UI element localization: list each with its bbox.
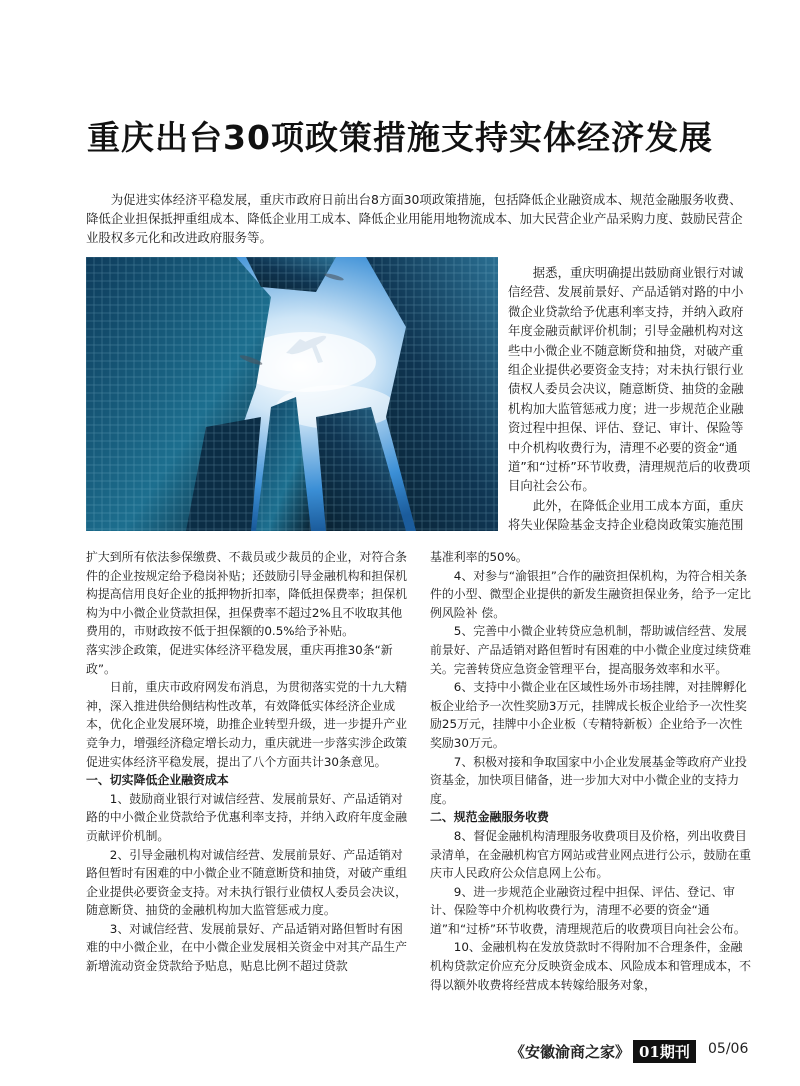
side-paragraph-1: 据悉，重庆明确提出鼓励商业银行对诚信经营、发展前景好、产品适销对路的中小微企业贷款给予优惠利率支持，并纳入政府年度金融贡献评价机制；引导金融机构对这些中小微企业不随意断贷和抽贷，对破产重组企业提供必要资金支持；对未执行银行业债权人委员会决议，随意断贷、抽贷的金融机构加大监管惩戒力度；进一步规范企业融资过程中担保、评估、登记、审计、保险等中介机构收费行为，清理不必要的资金“通道”和“过桥”环节收费，清理规范后的收费项目向社会公布。 <box>508 265 751 494</box>
page-footer <box>0 1030 800 1086</box>
section-heading: 二、规范金融服务收费 <box>430 810 549 825</box>
paragraph: 7、积极对接和争取国家中小企业发展基金等政府产业投资基金，加快项目储备，进一步加大对中小微企业的支持力度。 <box>430 754 747 806</box>
paragraph: 10、金融机构在发放贷款时不得附加不合理条件，金融机构贷款定价应充分反映资金成本、风险成本和管理成本，不得以额外收费将经营成本转嫁给服务对象， <box>430 940 752 992</box>
intro-text: 为促进实体经济平稳发展，重庆市政府日前出台8方面30项政策措施，包括降低企业融资成本、规范金融服务收费、降低企业担保抵押重组成本、降低企业用工成本、降低企业用能用地物流成本、加大民营企业产品采购力度、鼓励民营企业股权多元化和改进政府服务等。 <box>86 192 743 245</box>
left-column <box>86 548 408 976</box>
intro-paragraph <box>86 190 750 247</box>
paragraph: 基准利率的50%。 <box>430 550 528 564</box>
page-number: 05/06 <box>708 1041 749 1057</box>
paragraph: 5、完善中小微企业转贷应急机制，帮助诚信经营、发展前景好、产品适销对路但暂时有困难的中小微企业度过续贷难关。完善转贷应急资金管理平台，提高服务效率和水平。 <box>430 624 752 676</box>
paragraph: 4、对参与“渝银担”合作的融资担保机构，为符合相关条件的小型、微型企业提供的新发生融资担保业务，给予一定比例风险补 偿。 <box>430 568 752 620</box>
side-paragraph-2: 此外，在降低企业用工成本方面，重庆将失业保险基金支持企业稳岗政策实施范围 <box>508 497 744 533</box>
paragraph: 落实涉企政策，促进实体经济平稳发展，重庆再推30条“新政”。 <box>86 642 393 676</box>
paragraph: 8、督促金融机构清理服务收费项目及价格，列出收费目录清单，在金融机构官方网站或营业网点进行公示，鼓励在重庆市人民政府公众信息网上公布。 <box>430 828 752 881</box>
paragraph: 9、进一步规范企业融资过程中担保、评估、登记、审计、保险等中介机构收费行为，清理不必要的资金“通道”和“过桥”环节收费，清理规范后的收费项目向社会公布。 <box>430 884 746 936</box>
paragraph: 扩大到所有依法参保缴费、不裁员或少裁员的企业，对符合条件的企业按规定给予稳岗补贴；还鼓励引导金融机构和担保机构提高信用良好企业的抵押物折扣率，降低担保费率；担保机构为中小微企业贷款担保，担保费率不超过2%且不收取其他费用的，市财政按不低于担保额的0.5%给予补贴。 <box>86 550 408 639</box>
section-heading: 一、切实降低企业融资成本 <box>86 773 229 788</box>
paragraph: 1、鼓励商业银行对诚信经营、发展前景好、产品适销对路的中小微企业贷款给予优惠利率支持，并纳入政府年度金融贡献评价机制。 <box>86 791 408 843</box>
issue-badge: 01期刊 <box>633 1040 696 1063</box>
paragraph: 日前，重庆市政府网发布消息，为贯彻落实党的十九大精神，深入推进供给侧结构性改革，有效降低实体经济企业成本，优化企业发展环境，助推企业转型升级，进一步提升产业竞争力，增强经济稳定增长动力，重庆就进一步落实涉企政策促进实体经济平稳发展，提出了八个方面共计30条意见。 <box>86 680 408 769</box>
skyscraper-photo <box>86 257 498 531</box>
right-column <box>430 548 752 994</box>
paragraph: 3、对诚信经营、发展前景好、产品适销对路但暂时有困难的中小微企业，在中小微企业发展相关资金中对其产品生产新增流动资金贷款给予贴息，贴息比例不超过贷款 <box>86 921 408 974</box>
article-title: 重庆出台30项政策措施支持实体经济发展 <box>87 118 713 157</box>
paragraph: 2、引导金融机构对诚信经营、发展前景好、产品适销对路但暂时有困难的中小微企业不随意断贷和抽贷，对破产重组企业提供必要资金支持。对未执行银行业债权人委员会决议，随意断贷、抽贷的金融机构加大监管惩戒力度。 <box>86 847 408 918</box>
right-side-text <box>508 263 752 535</box>
publication-name: 《安徽渝商之家》 <box>509 1043 630 1061</box>
paragraph: 6、支持中小微企业在区域性场外市场挂牌，对挂牌孵化板企业给予一次性奖励3万元，挂牌成长板企业给予一次性奖励25万元，挂牌中小企业板（专精特新板）企业给予一次性奖励30万元。 <box>430 680 747 750</box>
